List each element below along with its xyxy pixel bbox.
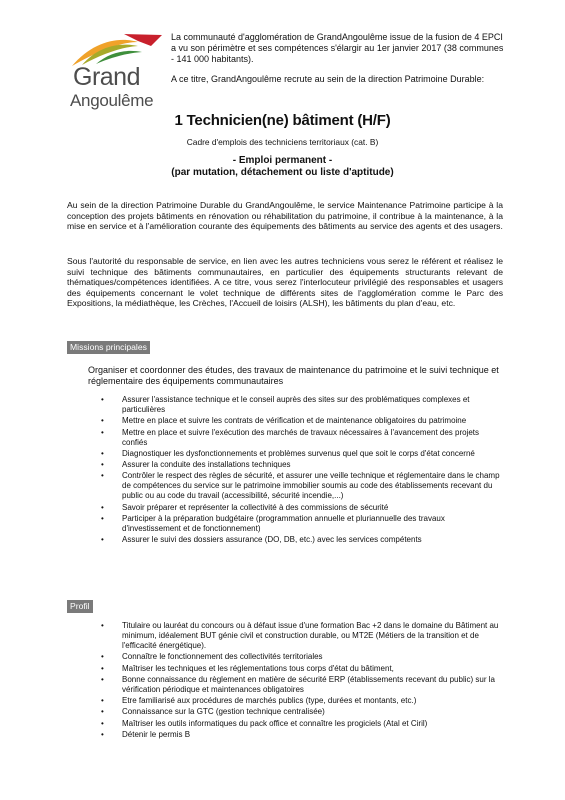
- list-item: [101, 514, 504, 534]
- cadre-emplois: Cadre d'emplois des techniciens territoriaux (cat. B): [186, 137, 379, 147]
- bullet-icon: •: [101, 674, 104, 684]
- list-item-text: Maîtriser les outils informatiques du pack office et connaître les progiciels (Atal et Ciril): [122, 718, 428, 728]
- bullet-icon: •: [101, 730, 104, 740]
- list-item: [101, 663, 504, 674]
- list-item: [101, 718, 504, 729]
- logo-text-grand: Grand: [73, 63, 140, 91]
- bullet-icon: •: [101, 460, 104, 470]
- list-item-text: Titulaire ou lauréat du concours ou à défaut issue d'une formation Bac +2 dans le domaine du Bâtiment au minimum, idéalement BUT génie civil et construction durable, ou MT2E (Métiers de la transition et de l'efficacité énergétique).: [122, 621, 499, 650]
- list-item-text: Maîtriser les techniques et les réglementations tous corps d'état du bâtiment,: [122, 663, 394, 673]
- list-item: [101, 696, 504, 706]
- bullet-icon: •: [101, 621, 104, 630]
- list-item-text: Bonne connaissance du règlement en matière de sécurité ERP (établissements recevant du public) sur la vérification périodique et maintenances obligatoires: [122, 674, 495, 694]
- context-paragraph-1: Au sein de la direction Patrimoine Durable du GrandAngoulême, le service Maintenance Patrimoine participe à la conception des projets bâtiments en rénovation ou réhabilitation du patrimoine, il contribue à la maintenance, à la mise en service et à l'amélioration courante des équipements des bâtiments au service des agents et des usagers.: [67, 200, 503, 232]
- list-item-text: Connaître le fonctionnement des collectivités territoriales: [122, 652, 323, 662]
- list-item: [101, 427, 504, 448]
- bullet-icon: •: [101, 471, 104, 481]
- logo-text-angouleme: Angoulême: [70, 91, 154, 110]
- bullet-icon: •: [101, 416, 104, 426]
- profil-heading: Profil: [67, 600, 93, 613]
- employment-status: [0, 155, 565, 179]
- list-item-text: Assurer l'assistance technique et le conseil auprès des sites sur des problématiques complexes et particulières: [122, 395, 470, 414]
- recruitment-mode: (par mutation, détachement ou liste d'aptitude): [171, 167, 394, 178]
- missions-heading: Missions principales: [67, 341, 150, 354]
- bullet-icon: •: [101, 663, 104, 673]
- bullet-icon: •: [101, 707, 104, 717]
- missions-list: [101, 395, 504, 547]
- list-item: [101, 395, 504, 415]
- bullet-icon: •: [101, 448, 104, 458]
- intro-block: [171, 32, 505, 94]
- missions-lead: Organiser et coordonner des études, des travaux de maintenance du patrimoine et le suivi technique et réglementaire des équipements communautaires: [88, 365, 499, 386]
- bullet-icon: •: [101, 395, 104, 404]
- profil-list: [101, 621, 504, 741]
- context-paragraph-2: Sous l'autorité du responsable de service, en lien avec les autres techniciens vous serez le référent et réalisez le suivi technique des bâtiments communautaires, en particulier des équipements structurants relevant de thématiques/compétences identifiées. A ce titre, vous serez l'interlocuteur privilégié des responsables et usagers des équipements concernant le volet technique de différents sites de l'agglomération comme le Parc des Expositions, la médiathèque, les Crèches, l'Accueil de loisirs (ALSH), les bâtiments du plan d'eau, etc.: [67, 256, 503, 309]
- intro-paragraph-2: A ce titre, GrandAngoulême recrute au sein de la direction Patrimoine Durable:: [171, 74, 485, 84]
- list-item: [101, 621, 504, 651]
- list-item: [101, 416, 504, 426]
- list-item-text: Détenir le permis B: [122, 730, 191, 740]
- list-item: [101, 535, 504, 545]
- list-item-text: Mettre en place et suivre les contrats de vérification et de maintenance obligatoires du patrimoine: [122, 416, 467, 426]
- grandangouleme-logo: [66, 32, 166, 118]
- list-item: [101, 730, 504, 740]
- list-item-text: Savoir préparer et représenter la collectivité à des commissions de sécurité: [122, 502, 389, 512]
- bullet-icon: •: [101, 427, 104, 437]
- bullet-icon: •: [101, 652, 104, 662]
- intro-paragraph-1: La communauté d'agglomération de GrandAngoulême issue de la fusion de 4 EPCI a vu son périmètre et ses compétences s'élargir au 1er janvier 2017 (38 communes - 141 000 habitants).: [171, 32, 504, 64]
- list-item-text: Contrôler le respect des règles de sécurité, et assurer une veille technique et réglementaire dans le champ de compétences du service sur le patrimoine immobilier soumis au code des établissements recevant du public ou au code du travail (accessibilité, sécurité incendie,...): [122, 471, 500, 501]
- list-item: [101, 502, 504, 513]
- list-item-text: Assurer la conduite des installations techniques: [122, 460, 291, 470]
- list-item-text: Mettre en place et suivre l'exécution des marchés de travaux nécessaires à l'avancement des projets confiés: [122, 427, 480, 447]
- list-item-text: Connaissance sur la GTC (gestion technique centralisée): [122, 707, 325, 717]
- permanent-label: - Emploi permanent -: [232, 155, 333, 166]
- list-item: [101, 674, 504, 695]
- bullet-icon: •: [101, 718, 104, 728]
- bullet-icon: •: [101, 502, 104, 512]
- list-item-text: Etre familiarisé aux procédures de marchés publics (type, durées et montants, etc.): [122, 696, 417, 706]
- list-item: [101, 460, 504, 470]
- list-item: [101, 707, 504, 717]
- list-item: [101, 471, 504, 501]
- list-item: [101, 652, 504, 662]
- bullet-icon: •: [101, 514, 104, 524]
- list-item: [101, 448, 504, 459]
- list-item-text: Assurer le suivi des dossiers assurance (DO, DB, etc.) avec les services compétents: [122, 535, 422, 545]
- list-item-text: Diagnostiquer les dysfonctionnements et problèmes survenus quel que soit le corps d'état concerné: [122, 448, 475, 458]
- job-title: 1 Technicien(ne) bâtiment (H/F): [174, 112, 391, 129]
- bullet-icon: •: [101, 535, 104, 545]
- list-item-text: Participer à la préparation budgétaire (programmation annuelle et pluriannuelle des travaux d'investissement et de fonctionnement): [122, 514, 445, 534]
- bullet-icon: •: [101, 696, 104, 706]
